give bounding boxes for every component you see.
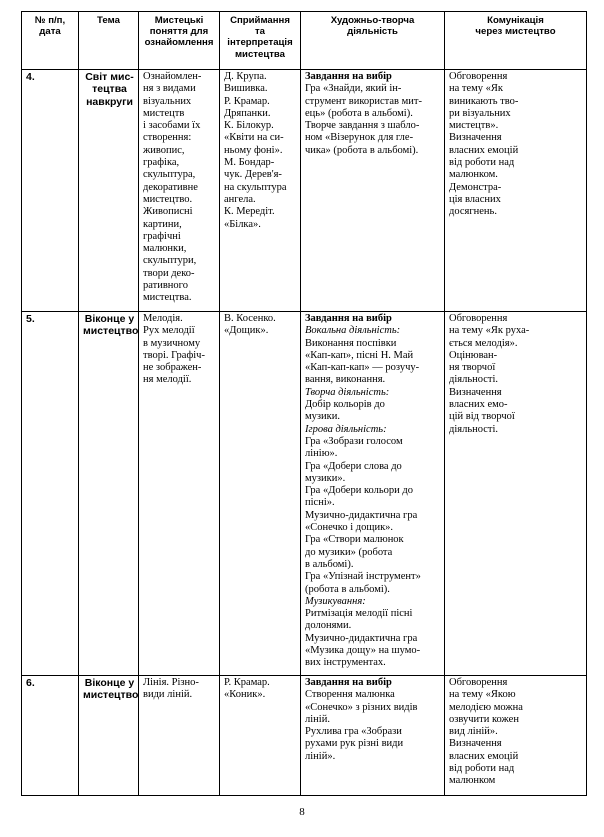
cell-line: мистецтво bbox=[83, 325, 139, 338]
cell-line: Музично-дидактична гра bbox=[305, 509, 418, 521]
header-num bbox=[22, 12, 79, 70]
cell-line: і засобами їх bbox=[143, 120, 201, 132]
cell-line: Гра «Добери слова до bbox=[305, 460, 402, 472]
cell-line: Створення малюнка bbox=[305, 689, 395, 701]
cell-line: пісні». bbox=[305, 497, 335, 509]
cell-line: «Квіти на си- bbox=[224, 132, 284, 144]
cell-line: Р. Крамар. bbox=[224, 95, 270, 107]
cell-line: Ознайомлен- bbox=[143, 71, 202, 82]
row-perception bbox=[220, 676, 301, 796]
cell-line: ліній». bbox=[305, 750, 336, 762]
cell-line: малюнки, bbox=[143, 243, 187, 255]
row-concepts bbox=[139, 312, 220, 676]
row-communication bbox=[445, 70, 587, 312]
cell-line: навкруги bbox=[86, 95, 133, 108]
cell-line: графічні bbox=[143, 230, 181, 242]
cell-line: поняття для bbox=[149, 26, 209, 38]
cell-line: ознайомлення bbox=[144, 37, 214, 49]
cell-line: Мистецькі bbox=[154, 15, 204, 26]
cell-line: Оцінюван- bbox=[449, 349, 498, 361]
cell-line: Демонстра- bbox=[449, 181, 502, 193]
cell-line: Рухлива гра «Зобрази bbox=[305, 726, 402, 738]
cell-line: мистецтво. bbox=[143, 193, 193, 205]
cell-line: Гра «Добери кольори до bbox=[305, 485, 414, 497]
cell-line: виникають тво- bbox=[449, 95, 519, 107]
header-perception bbox=[220, 12, 301, 70]
cell-line: ангела. bbox=[224, 193, 256, 205]
header-activity bbox=[301, 12, 445, 70]
cell-line: «Дощик». bbox=[224, 325, 269, 337]
cell-line: не зображен- bbox=[143, 362, 202, 374]
cell-line: ція власних bbox=[449, 193, 501, 205]
cell-line: «Сонечко» з різних видів bbox=[305, 701, 418, 713]
cell-line: Комунікація bbox=[487, 15, 544, 26]
cell-line: вання, виконання. bbox=[305, 374, 386, 386]
row-activity bbox=[301, 676, 445, 796]
cell-line: ративного bbox=[143, 280, 188, 292]
row-concepts bbox=[139, 70, 220, 312]
row-theme bbox=[79, 676, 139, 796]
cell-line: Рух мелодії bbox=[143, 325, 195, 337]
cell-line: візуальних bbox=[143, 95, 192, 107]
cell-line: Визначення bbox=[449, 386, 502, 398]
cell-line: живопис, bbox=[143, 144, 185, 156]
cell-line: Мелодія. bbox=[143, 313, 183, 324]
cell-line: види ліній. bbox=[143, 689, 193, 701]
cell-line: Творча діяльність: bbox=[305, 386, 390, 398]
cell-line: ри візуальних bbox=[449, 107, 511, 119]
cell-line: та bbox=[254, 26, 266, 38]
cell-line: мистецтв». bbox=[449, 120, 499, 132]
cell-line: до музики» (робота bbox=[305, 546, 393, 558]
cell-line: в альбомі). bbox=[305, 558, 354, 570]
cell-line: власних емо- bbox=[449, 399, 508, 411]
cell-line: дата bbox=[39, 26, 61, 38]
header-concepts bbox=[139, 12, 220, 70]
cell-line: мистецтва. bbox=[143, 292, 192, 304]
cell-line: Обговорення bbox=[449, 313, 508, 324]
cell-line: Сприймання bbox=[230, 15, 290, 26]
cell-line: ється мелодія». bbox=[449, 337, 518, 349]
row-theme bbox=[79, 312, 139, 676]
cell-line: «Музика дощу» на шумо- bbox=[305, 645, 421, 657]
table-row bbox=[22, 676, 587, 796]
cell-line: на тему «Як руха- bbox=[449, 325, 530, 337]
row-concepts bbox=[139, 676, 220, 796]
cell-line: від роботи над bbox=[449, 157, 515, 169]
cell-line: Гра «Знайди, який ін- bbox=[305, 83, 402, 95]
cell-line: діяльність bbox=[347, 26, 398, 38]
table-row bbox=[22, 312, 587, 676]
cell-line: творі. Графіч- bbox=[143, 349, 205, 361]
cell-line: діяльності. bbox=[449, 423, 499, 435]
cell-line: власних емоцій bbox=[449, 144, 519, 156]
cell-line: «Білка». bbox=[224, 218, 261, 230]
cell-line: Завдання на вибір bbox=[305, 677, 392, 688]
cell-line: Гра «Створи малюнок bbox=[305, 534, 404, 546]
cell-line: від роботи над bbox=[449, 763, 515, 775]
cell-line: ець» (робота в альбомі). bbox=[305, 107, 413, 119]
page-number: 8 bbox=[299, 806, 305, 818]
cell-line: Добір кольорів до bbox=[305, 399, 385, 411]
cell-line: інтерпретація bbox=[227, 37, 293, 49]
cell-line: Віконце у bbox=[84, 677, 135, 689]
cell-line: на тему «Якою bbox=[449, 689, 516, 701]
cell-line: (робота в альбомі). bbox=[305, 583, 390, 595]
cell-line: малюнком. bbox=[449, 169, 498, 181]
cell-line: В. Косенко. bbox=[224, 313, 276, 324]
cell-line: Виконання поспівки bbox=[305, 337, 397, 349]
cell-line: М. Бондар- bbox=[224, 157, 275, 169]
cell-line: долонями. bbox=[305, 620, 352, 632]
header-theme bbox=[79, 12, 139, 70]
cell-line: Лінія. Різно- bbox=[143, 677, 199, 688]
cell-line: рухами рук різні види bbox=[305, 738, 404, 750]
cell-line: діяльності. bbox=[449, 374, 499, 386]
cell-line: Завдання на вибір bbox=[305, 71, 392, 82]
cell-line: ня мелодії. bbox=[143, 374, 192, 386]
cell-line: «Сонечко і дощик». bbox=[305, 522, 394, 534]
cell-line: малюнком bbox=[449, 775, 496, 787]
cell-line: Р. Крамар. bbox=[224, 677, 270, 688]
row-activity bbox=[301, 312, 445, 676]
cell-line: Музикування: bbox=[305, 595, 366, 607]
cell-line: «Коник». bbox=[224, 689, 266, 701]
cell-line: картини, bbox=[143, 218, 182, 230]
cell-line: чук. Дерев'я- bbox=[224, 169, 282, 181]
cell-line: Обговорення bbox=[449, 71, 508, 82]
cell-line: К. Мередіт. bbox=[224, 206, 275, 218]
cell-line: Вокальна діяльність: bbox=[305, 325, 401, 337]
cell-line: Віконце у bbox=[84, 313, 135, 325]
table-row bbox=[22, 70, 587, 312]
cell-line: Музично-дидактична гра bbox=[305, 632, 418, 644]
lesson-plan-table bbox=[21, 11, 587, 796]
cell-line: Дряпанки. bbox=[224, 107, 271, 119]
cell-line: скульптура, bbox=[143, 169, 196, 181]
cell-line: через мистецтво bbox=[475, 26, 556, 38]
cell-line: чика» (робота в альбомі). bbox=[305, 144, 419, 156]
cell-line: Тема bbox=[97, 15, 120, 26]
row-theme bbox=[79, 70, 139, 312]
row-perception bbox=[220, 70, 301, 312]
cell-line: тецтва bbox=[92, 83, 127, 96]
cell-line: мистецтв bbox=[143, 107, 185, 119]
cell-line: твори деко- bbox=[143, 267, 195, 279]
cell-line: цій від творчої bbox=[449, 411, 515, 423]
row-number: 4. bbox=[22, 70, 79, 312]
cell-line: в музичному bbox=[143, 337, 201, 349]
cell-line: ньому фоні». bbox=[224, 144, 283, 156]
cell-line: музики». bbox=[305, 472, 346, 484]
cell-line: власних емоцій bbox=[449, 750, 519, 762]
cell-line: Світ мис- bbox=[85, 71, 134, 83]
cell-line: мистецтво bbox=[83, 689, 139, 702]
cell-line: вид ліній». bbox=[449, 726, 498, 738]
cell-line: Творче завдання з шабло- bbox=[305, 120, 420, 132]
cell-line: мелодією можна bbox=[449, 701, 523, 713]
cell-line: Обговорення bbox=[449, 677, 508, 688]
cell-line: на скульптура bbox=[224, 181, 287, 193]
cell-line: «Кап-кап-кап» — розучу- bbox=[305, 362, 420, 374]
cell-line: ня з видами bbox=[143, 83, 196, 95]
cell-line: ном «Візерунок для гле- bbox=[305, 132, 414, 144]
row-number: 5. bbox=[22, 312, 79, 676]
cell-line: Ритмізація мелодії пісні bbox=[305, 608, 413, 620]
cell-line: ліній. bbox=[305, 713, 330, 725]
cell-line: декоративне bbox=[143, 181, 198, 193]
row-activity bbox=[301, 70, 445, 312]
cell-line: К. Білокур. bbox=[224, 120, 274, 132]
cell-line: Визначення bbox=[449, 132, 502, 144]
cell-line: мистецтва bbox=[234, 48, 286, 60]
header-row bbox=[22, 12, 587, 70]
cell-line: музики. bbox=[305, 411, 341, 423]
row-perception bbox=[220, 312, 301, 676]
header-communication bbox=[445, 12, 587, 70]
cell-line: ня творчої bbox=[449, 362, 496, 374]
cell-line: Живописні bbox=[143, 206, 193, 218]
cell-line: озвучити кожен bbox=[449, 713, 519, 725]
cell-line: графіка, bbox=[143, 157, 180, 169]
cell-line: створення: bbox=[143, 132, 192, 144]
cell-line: Гра «Упізнай інструмент» bbox=[305, 571, 421, 583]
cell-line: скульптури, bbox=[143, 255, 197, 267]
cell-line: Д. Крупа. bbox=[224, 71, 267, 82]
row-communication bbox=[445, 312, 587, 676]
row-communication bbox=[445, 676, 587, 796]
cell-line: Художньо-творча bbox=[330, 15, 415, 26]
cell-line: вих інструментах. bbox=[305, 657, 386, 669]
cell-line: Визначення bbox=[449, 738, 502, 750]
cell-line: № п/п, bbox=[34, 15, 66, 26]
cell-line: Вишивка. bbox=[224, 83, 268, 95]
cell-line: струмент використав мит- bbox=[305, 95, 422, 107]
cell-line: Гра «Зобрази голосом bbox=[305, 435, 403, 447]
cell-line: «Кап-кап», пісні Н. Май bbox=[305, 349, 414, 361]
cell-line: лінію». bbox=[305, 448, 338, 460]
cell-line: на тему «Як bbox=[449, 83, 504, 95]
cell-line: Ігрова діяльність: bbox=[305, 423, 387, 435]
row-number: 6. bbox=[22, 676, 79, 796]
cell-line: Завдання на вибір bbox=[305, 313, 392, 324]
cell-line: досягнень. bbox=[449, 206, 497, 218]
